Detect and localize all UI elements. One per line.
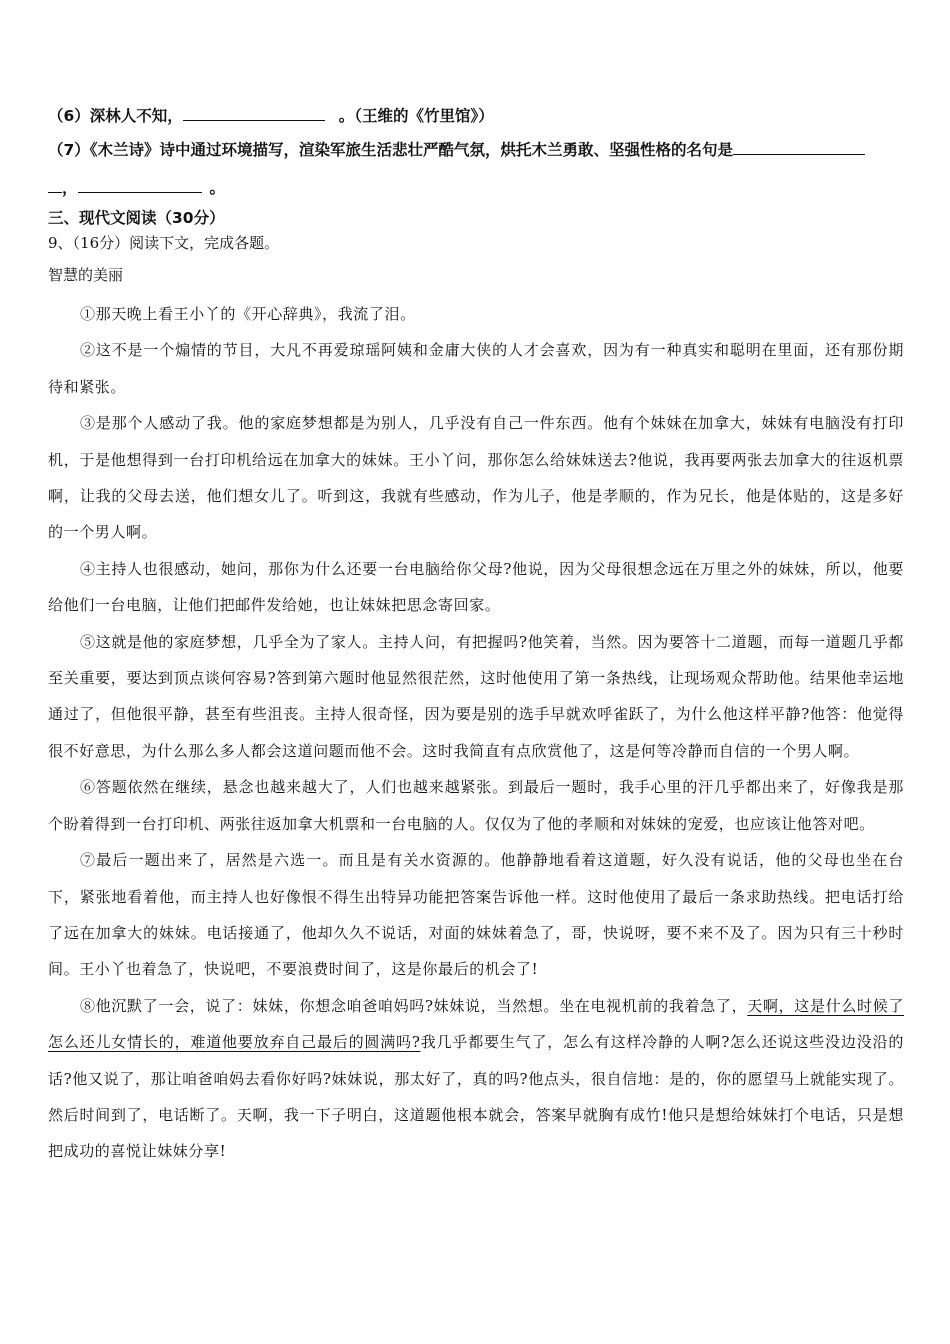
- answer-blank[interactable]: [48, 178, 62, 193]
- answer-blank[interactable]: [733, 140, 865, 155]
- paragraph-8-end: 我几乎都要生气了，怎么有这样冷静的人啊?怎么还说这些没边没沿的话?他又说了，那让咱爸咱妈去看你好吗?妹妹说，那太好了，真的吗?他点头，很自信地：是的，你的愿望马上就能实现了。然后时间到了，电话断了。天啊，我一下子明白，这道题他根本就会，答案早就胸有成竹!他只是想给妹妹打个电话，只是想把成功的喜悦让妹妹分享!: [48, 1033, 904, 1161]
- paragraph-8-start: ⑧他沉默了一会，说了：妹妹，你想念咱爸咱妈吗?妹妹说，当然想。坐在电视机前的我着急了，: [80, 996, 748, 1015]
- paragraph-7: ⑦最后一题出来了，居然是六选一。而且是有关水资源的。他静静地看着这道题，好久没有说话，他的父母也坐在台下，紧张地看着他，而主持人也好像恨不得生出特异功能把答案告诉他一样。这时他使用了最后一条求助热线。把电话打给了远在加拿大的妹妹。电话接通了，他却久久不说话，对面的妹妹着急了，哥，快说呀，要不来不及了。因为只有三十秒时间。王小丫也着急了，快说吧，不要浪费时间了，这是你最后的机会了!: [48, 851, 904, 979]
- question-7: [48, 138, 865, 160]
- section-heading: 三、现代文阅读（30分）: [48, 209, 225, 227]
- article-body: [48, 296, 904, 1170]
- question-7-text: （7）《木兰诗》诗中通过环境描写，渲染军旅生活悲壮严酷气氛，烘托木兰勇敢、坚强性格的名句是: [48, 141, 734, 159]
- question-7-continued: [48, 176, 225, 198]
- answer-blank[interactable]: [78, 178, 202, 193]
- paragraph-8: [48, 988, 904, 1170]
- question-6: [48, 104, 494, 126]
- question-9-instruction: 9、（16分）阅读下文，完成各题。: [48, 234, 280, 252]
- answer-blank[interactable]: [183, 106, 325, 121]
- paragraph-4: ④主持人也很感动，她问，那你为什么还要一台电脑给你父母?他说，因为父母很想念远在万里之外的妹妹，所以，他要给他们一台电脑，让他们把邮件发给她，也让妹妹把思念寄回家。: [48, 559, 904, 615]
- paragraph-5: ⑤这就是他的家庭梦想，几乎全为了家人。主持人问，有把握吗?他笑着，当然。因为要答十二道题，而每一道题几乎都至关重要，要达到顶点谈何容易?答到第六题时他显然很茫然，这时他使用了第一条热线，让现场观众帮助他。结果他幸运地通过了，但他很平静，甚至有些沮丧。主持人很奇怪，因为要是别的选手早就欢呼雀跃了，为什么他这样平静?他答：他觉得很不好意思，为什么那么多人都会这道问题而他不会。这时我简直有点欣赏他了，这是何等冷静而自信的一个男人啊。: [48, 632, 904, 760]
- paragraph-2: ②这不是一个煽情的节目，大凡不再爱琼瑶阿姨和金庸大侠的人才会喜欢，因为有一种真实和聪明在里面，还有那份期待和紧张。: [48, 341, 904, 396]
- question-6-source: 。（王维的《竹里馆》）: [338, 107, 494, 125]
- question-6-text: （6）深林人不知，: [48, 107, 183, 125]
- underlined-sentence: 天啊，这是什么时候了怎么还儿女情长的，难道他要放弃自己最后的圆满吗?: [48, 996, 904, 1052]
- comma: ，: [62, 179, 78, 197]
- article-title: 智慧的美丽: [48, 266, 124, 284]
- paragraph-6: ⑥答题依然在继续，悬念也越来越大了，人们也越来越紧张。到最后一题时，我手心里的汗几乎都出来了，好像我是那个盼着得到一台打印机、两张往返加拿大机票和一台电脑的人。仅仅为了他的孝顺和对妹妹的宠爱，也应该让他答对吧。: [48, 778, 904, 833]
- period: 。: [209, 179, 226, 197]
- paragraph-3: ③是那个人感动了我。他的家庭梦想都是为别人，几乎没有自己一件东西。他有个妹妹在加拿大，妹妹有电脑没有打印机，于是他想得到一台打印机给远在加拿大的妹妹。王小丫问，那你怎么给妹妹送去?他说，我再要两张去加拿大的往返机票啊，让我的父母去送，他们想女儿了。听到这，我就有些感动，作为儿子，他是孝顺的，作为兄长，他是体贴的，这是多好的一个男人啊。: [48, 414, 904, 542]
- paragraph-1: ①那天晚上看王小丫的《开心辞典》，我流了泪。: [80, 305, 416, 323]
